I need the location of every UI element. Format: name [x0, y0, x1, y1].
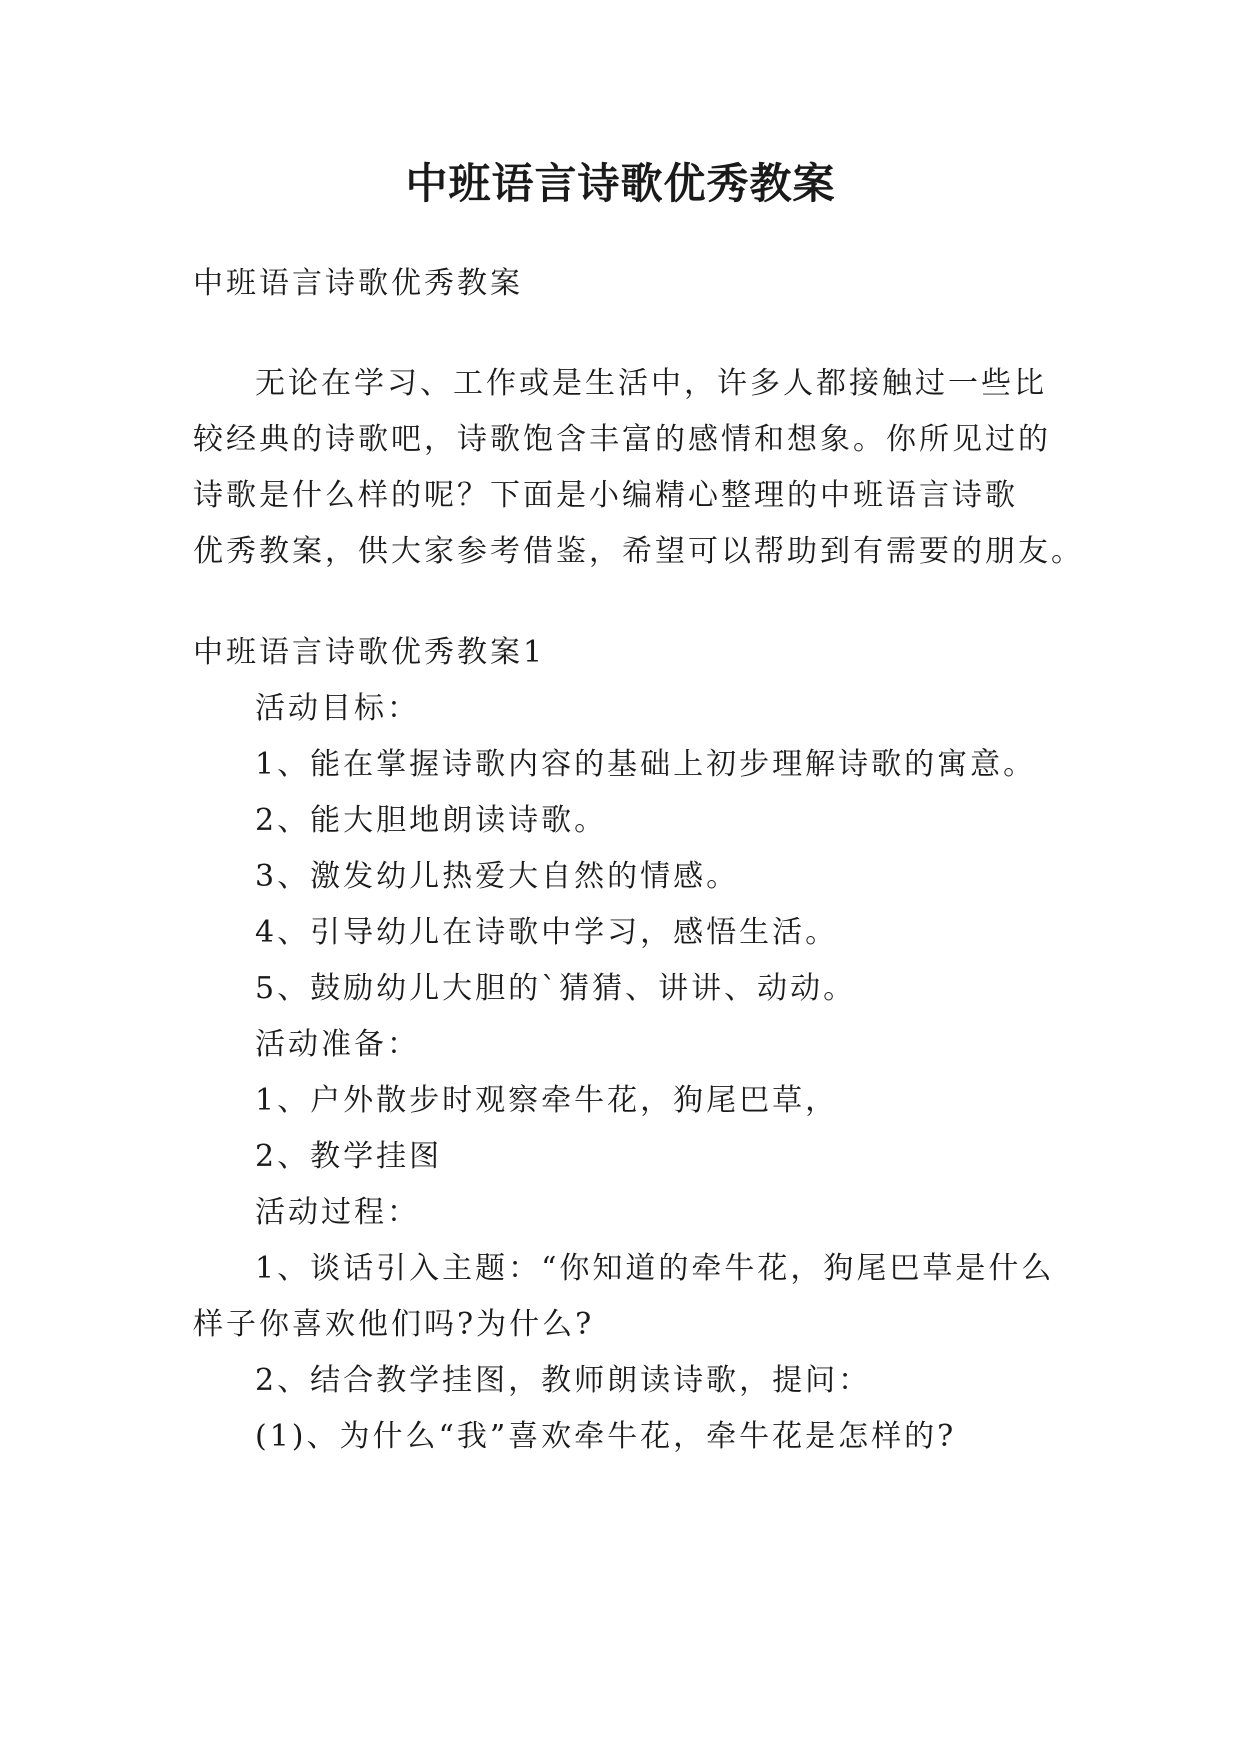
prep-item: 2、教学挂图	[255, 1139, 443, 1174]
prep-item: 1、户外散步时观察牵牛花，狗尾巴草，	[255, 1083, 839, 1118]
document-title: 中班语言诗歌优秀教案	[405, 159, 836, 208]
intro-line-2: 较经典的诗歌吧，诗歌饱含丰富的感情和想象。你所见过的	[193, 422, 1051, 457]
section-heading: 中班语言诗歌优秀教案1	[193, 635, 546, 670]
goal-item: 2、能大胆地朗读诗歌。	[255, 803, 608, 838]
process-item: (1)、为什么“我”喜欢牵牛花，牵牛花是怎样的?	[255, 1419, 957, 1454]
intro-line-1: 无论在学习、工作或是生活中，许多人都接触过一些比	[255, 366, 1047, 401]
goal-item: 4、引导幼儿在诗歌中学习，感悟生活。	[255, 915, 839, 950]
goals-heading: 活动目标：	[255, 691, 420, 726]
goal-item: 5、鼓励幼儿大胆的`猜猜、讲讲、动动。	[255, 971, 857, 1006]
process-item: 1、谈话引入主题：“你知道的牵牛花，狗尾巴草是什么	[255, 1251, 1055, 1286]
process-item: 2、结合教学挂图，教师朗读诗歌，提问：	[255, 1363, 872, 1398]
intro-line-3: 诗歌是什么样的呢？下面是小编精心整理的中班语言诗歌	[193, 478, 1018, 513]
goal-item: 3、激发幼儿热爱大自然的情感。	[255, 859, 740, 894]
process-heading: 活动过程：	[255, 1195, 420, 1230]
goal-item: 1、能在掌握诗歌内容的基础上初步理解诗歌的寓意。	[255, 747, 1037, 782]
prep-heading: 活动准备：	[255, 1027, 420, 1062]
document-subtitle: 中班语言诗歌优秀教案	[193, 266, 523, 301]
intro-line-4: 优秀教案，供大家参考借鉴，希望可以帮助到有需要的朋友。	[193, 534, 1084, 569]
process-item-continued: 样子你喜欢他们吗?为什么?	[193, 1307, 595, 1342]
